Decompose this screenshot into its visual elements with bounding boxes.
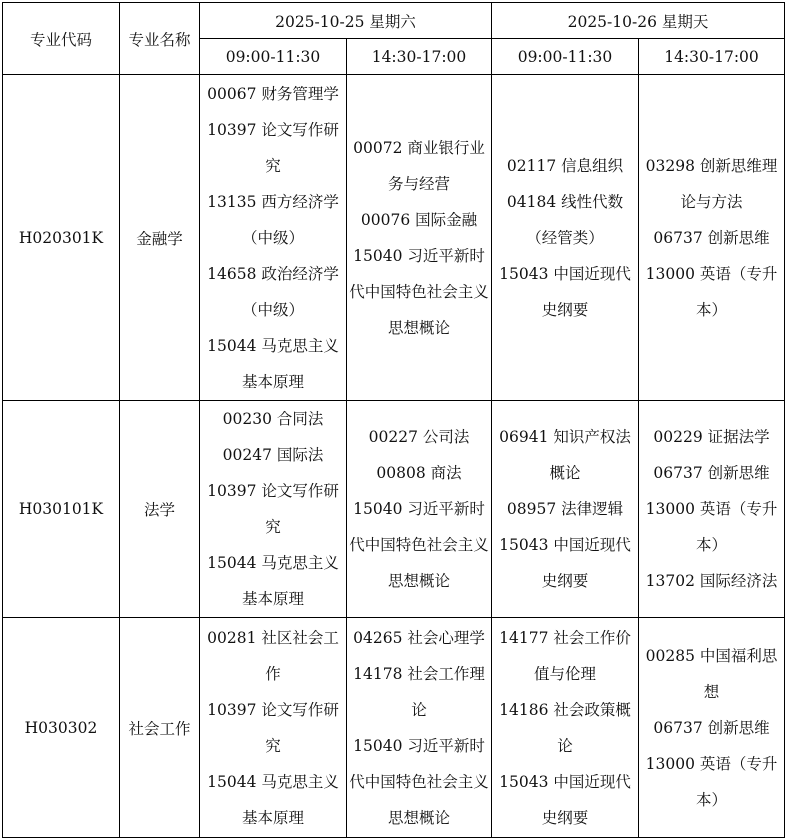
table-body xyxy=(3,75,785,838)
course-entry: 15043 中国近现代史纲要 xyxy=(499,264,631,319)
course-entry: 15043 中国近现代史纲要 xyxy=(499,536,631,590)
course-cell xyxy=(200,618,347,838)
course-entry: 00229 证据法学 xyxy=(653,428,770,446)
table-row xyxy=(3,75,785,401)
course-entry: 13135 西方经济学（中级） xyxy=(207,192,339,247)
course-entry: 08957 法律逻辑 xyxy=(506,500,624,518)
course-cell xyxy=(347,75,492,401)
course-entry: 15040 习近平新时代中国特色社会主义思想概论 xyxy=(349,246,489,337)
header-date: 2025-10-26 星期天 xyxy=(492,3,785,39)
course-entry: 00067 财务管理学 xyxy=(207,84,339,103)
header-row-dates xyxy=(3,3,785,39)
major-code-cell: H030302 xyxy=(3,618,120,838)
course-entry: 00281 社区社会工作 xyxy=(207,628,339,683)
course-entry: 13702 国际经济法 xyxy=(645,572,778,590)
course-entry: 06941 知识产权法概论 xyxy=(499,428,631,482)
header-time-slot: 09:00-11:30 xyxy=(492,39,639,75)
course-entry: 00230 合同法 xyxy=(222,410,324,428)
course-entry: 00285 中国福利思想 xyxy=(645,646,778,701)
header-major-name: 专业名称 xyxy=(120,3,200,75)
course-entry: 00247 国际法 xyxy=(222,446,324,464)
course-cell xyxy=(639,618,785,838)
course-cell xyxy=(492,401,639,618)
course-entry: 14178 社会工作理论 xyxy=(353,664,485,719)
course-entry: 06737 创新思维 xyxy=(653,228,770,247)
course-cell xyxy=(347,618,492,838)
course-entry: 00227 公司法 xyxy=(368,428,470,446)
course-entry: 13000 英语（专升本） xyxy=(645,264,778,319)
course-entry: 15044 马克思主义基本原理 xyxy=(207,772,339,827)
major-code-cell: H020301K xyxy=(3,75,120,401)
course-entry: 15040 习近平新时代中国特色社会主义思想概论 xyxy=(349,500,489,590)
course-entry: 13000 英语（专升本） xyxy=(645,500,778,554)
major-name-cell: 金融学 xyxy=(120,75,200,401)
course-entry: 15040 习近平新时代中国特色社会主义思想概论 xyxy=(349,736,489,827)
header-time-slot: 14:30-17:00 xyxy=(347,39,492,75)
course-entry: 10397 论文写作研究 xyxy=(207,482,339,536)
course-cell xyxy=(639,401,785,618)
course-cell xyxy=(639,75,785,401)
major-name-cell: 社会工作 xyxy=(120,618,200,838)
course-entry: 02117 信息组织 xyxy=(506,156,624,175)
header-major-code: 专业代码 xyxy=(3,3,120,75)
course-entry: 10397 论文写作研究 xyxy=(207,700,339,755)
course-cell xyxy=(492,618,639,838)
course-entry: 00076 国际金融 xyxy=(360,210,478,229)
table-row xyxy=(3,618,785,838)
course-entry: 00072 商业银行业务与经营 xyxy=(353,138,485,193)
course-cell xyxy=(347,401,492,618)
table-row xyxy=(3,401,785,618)
course-entry: 15044 马克思主义基本原理 xyxy=(207,554,339,608)
course-cell xyxy=(200,401,347,618)
course-entry: 04184 线性代数（经管类） xyxy=(506,192,624,247)
major-name-cell: 法学 xyxy=(120,401,200,618)
course-entry: 06737 创新思维 xyxy=(653,718,770,737)
course-entry: 03298 创新思维理论与方法 xyxy=(645,156,778,211)
course-entry: 06737 创新思维 xyxy=(653,464,770,482)
header-time-slot: 14:30-17:00 xyxy=(639,39,785,75)
course-cell xyxy=(200,75,347,401)
course-entry: 14658 政治经济学（中级） xyxy=(207,264,339,319)
exam-schedule-table xyxy=(2,2,785,838)
course-cell xyxy=(492,75,639,401)
course-entry: 14186 社会政策概论 xyxy=(499,700,631,755)
course-entry: 00808 商法 xyxy=(376,464,462,482)
course-entry: 14177 社会工作价值与伦理 xyxy=(499,628,631,683)
course-entry: 15043 中国近现代史纲要 xyxy=(499,772,631,827)
course-entry: 10397 论文写作研究 xyxy=(207,120,339,175)
course-entry: 15044 马克思主义基本原理 xyxy=(207,336,339,391)
major-code-cell: H030101K xyxy=(3,401,120,618)
header-date: 2025-10-25 星期六 xyxy=(200,3,492,39)
course-entry: 04265 社会心理学 xyxy=(353,628,485,647)
header-time-slot: 09:00-11:30 xyxy=(200,39,347,75)
course-entry: 13000 英语（专升本） xyxy=(645,754,778,809)
